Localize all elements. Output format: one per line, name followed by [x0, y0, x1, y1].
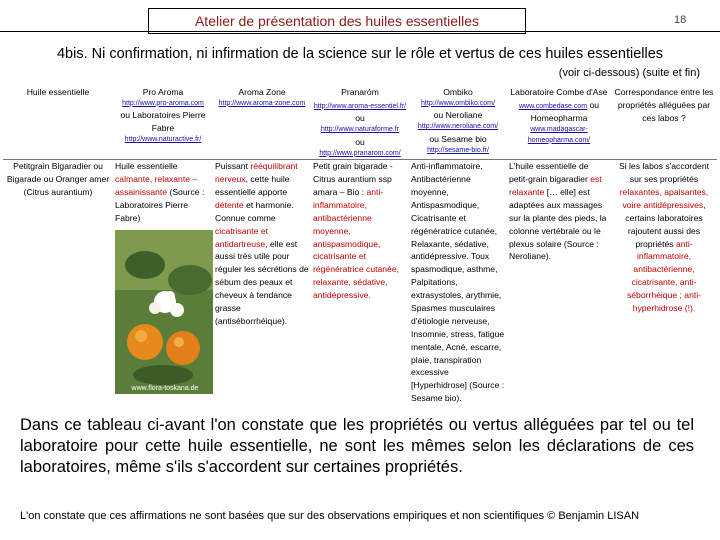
- col-header-aroma-zone: [213, 86, 311, 159]
- col-header-extra: ou Laboratoires Pierre Fabre: [120, 110, 206, 134]
- ombiko-link[interactable]: http://www.ombiko.com/: [421, 99, 495, 107]
- cell-pro-aroma: Huile essentielle calmante, relaxante – assainissante (Source : Laboratoires Pierre Fabre) www.flora-toskana.de: [113, 160, 213, 405]
- col-header-label: Ombiko: [443, 87, 473, 97]
- neroliane-link[interactable]: http://www.neroliane.com/: [417, 123, 499, 131]
- aroma-zone-link[interactable]: http://www.aroma-zone.com: [218, 99, 306, 107]
- photo-caption: www.flora-toskana.de: [131, 384, 199, 392]
- cell-ombiko: Anti-inflammatoire, Antibactérienne moyenne, Antispasmodique, Cicatrisante et régénératrice cutanée, Relaxante, sédative, antidépressive. Toux spasmodique, asthme, Palpitations, extrasystoles, arythmie, Spasmes musculaires d'étiologie nerveuse, Insomnie, stress, fatigue mentale, Acné, escarre, plaie, transpiration excessive [Hyperhidrose] (Source : Sesame bio).: [411, 161, 505, 404]
- section-title: 4bis. Ni confirmation, ni infirmation de la science sur le rôle et vertus de ces huiles essentielles: [56, 46, 664, 62]
- conclusion-text: Dans ce tableau ci-avant l'on constate que les propriétés ou vertus alléguées par tel ou tel laboratoire pour cette huile essentielle, ne sont les mêmes selon les déclarations de ces laboratoires, même s'ils s'accordent sur certaines propriétés.: [20, 416, 694, 476]
- combedase-link[interactable]: www.combedase.com: [518, 102, 588, 110]
- col-header-label: Aroma Zone: [238, 87, 286, 97]
- col-header-extra: ou Sesame bio: [429, 133, 487, 144]
- cell-oil-name: Petitgrain Bigaradier ou Bigarade ou Oranger amer (Citrus aurantium): [6, 161, 110, 197]
- comparison-table: [3, 86, 717, 405]
- col-header-extra: Homeopharma: [530, 113, 588, 124]
- pranarom-link[interactable]: http://www.pranarom.com/: [319, 149, 401, 157]
- col-header-pranarom: [311, 86, 409, 159]
- sesame-bio-link[interactable]: http://sesame-bio.fr/: [427, 146, 489, 154]
- naturactive-link[interactable]: http://www.naturactive.fr/: [124, 136, 202, 144]
- pro-aroma-link[interactable]: http://www.pro-aroma.com: [122, 99, 204, 107]
- section-subtitle: (voir ci-dessous) (suite et fin): [558, 67, 700, 79]
- header-divider: [0, 31, 720, 32]
- table-header-row: [3, 86, 717, 159]
- col-header-or: ou: [589, 99, 600, 110]
- page-number: 18: [674, 14, 687, 26]
- slide-title: Atelier de présentation des huiles essentielles: [194, 13, 480, 29]
- cell-combe: L'huile essentielle de petit-grain bigaradier est relaxante [… elle] est adaptées aux massages sur la plante des pieds, la colonne vertébrale ou le plexus solaire (Source : Neroliane).: [509, 161, 607, 262]
- cell-aroma-zone: Puissant rééquilibrant nerveux, cette huile essentielle apporte détente et harmonie. Connue comme cicatrisante et antidartreuse, elle est aussi très utile pour réguler les sécrétions de sébum des peaux et cheveux à tendance grasse (antiséborrhéique).: [215, 161, 309, 326]
- naturaforme-link[interactable]: http://www.naturaforme.fr: [320, 126, 400, 134]
- col-header-extra: ou Neroliane: [433, 110, 483, 121]
- homeopharma-link[interactable]: www.madagascar-homeopharma.com/: [527, 126, 591, 144]
- col-header-or: ou: [355, 113, 365, 124]
- cell-pranarom: Petit grain bigarade - Citrus aurantium ssp amara – Bio : anti-inflammatoire, antibactérienne moyenne, antispasmodique, cicatrisante et régénératrice cutanée, relaxante, sédative, antidépressive.: [313, 161, 399, 301]
- cell-correspondance: Si les labos s'accordent sur ses propriétés relaxantes, apaisantes, voire antidépressives, certains laboratoires rajoutent aussi des propriétés anti-inflammatoire, antibactérienne, cicatrisante, anti-séborrhéique ; anti-hyperhidrose (!).: [618, 161, 709, 313]
- footnote: L'on constate que ces affirmations ne sont basées que sur des observations empiriques et non scientifiques © Benjamin LISAN: [20, 510, 640, 522]
- col-header-combe: [507, 86, 611, 159]
- col-header-label: Pranaróm: [341, 87, 379, 97]
- orange-blossom-photo: [115, 230, 213, 394]
- col-header-label: Pro Aroma: [142, 87, 184, 97]
- col-header-label: Correspondance entre les propriétés alléguées par ces labos ?: [614, 87, 714, 123]
- col-header-correspondance: [611, 86, 717, 159]
- col-header-pro-aroma: [113, 86, 213, 159]
- col-header-oil: Huile essentielle: [26, 87, 90, 97]
- col-header-ombiko: [409, 86, 507, 159]
- col-header-or: ou: [355, 136, 365, 147]
- aroma-essentiel-link[interactable]: http://www.aroma-essentiel.fr/: [313, 102, 407, 110]
- col-header-label: Laboratoire Combe d'Ase: [510, 87, 608, 97]
- table-row: [3, 160, 717, 405]
